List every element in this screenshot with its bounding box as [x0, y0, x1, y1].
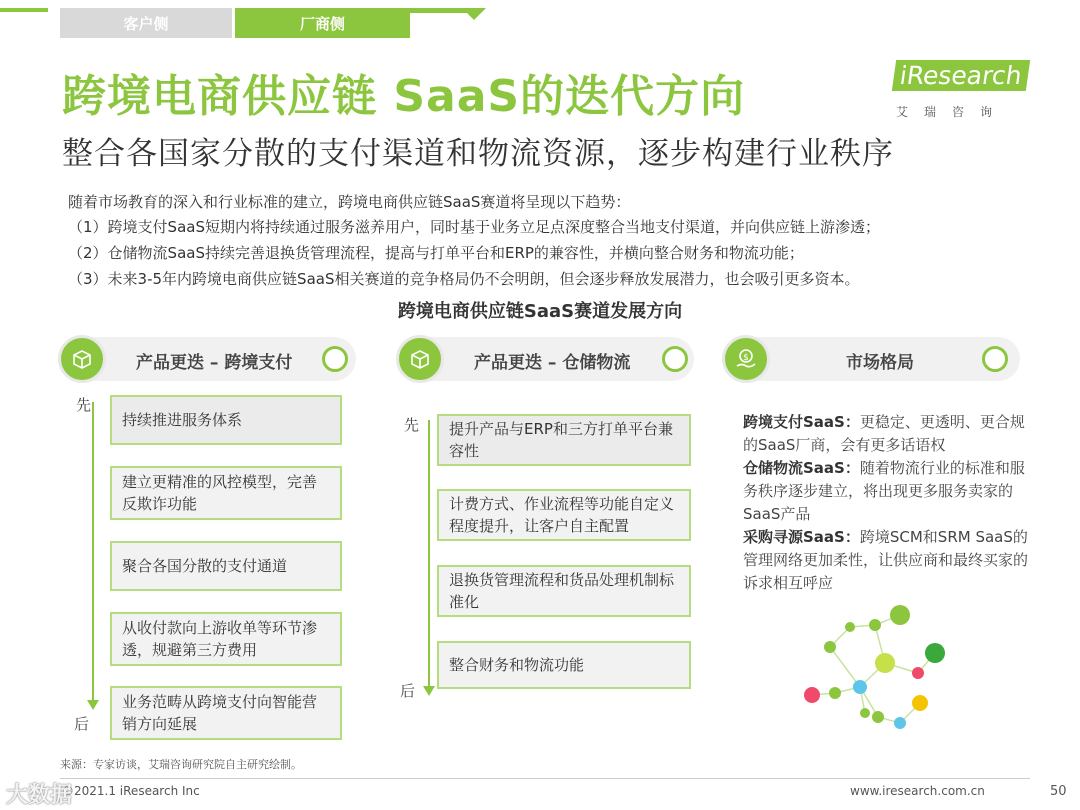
list-item: 计费方式、作业流程等功能自定义程度提升，让客户自主配置 [437, 489, 691, 541]
flow-line [428, 420, 430, 688]
order-last-label: 后 [74, 715, 90, 733]
market-paragraph [743, 457, 1028, 526]
column-header-payment [60, 337, 356, 381]
ring-icon [322, 346, 348, 372]
tab-client-side[interactable]: 客户侧 [60, 8, 232, 38]
watermark: 大数据 [6, 783, 73, 808]
column-label: 产品更迭 – 仓储物流 [474, 353, 631, 373]
market-text: 更稳定、更透明、更合规的SaaS厂商，会有更多话语权 [743, 413, 1025, 454]
order-first-label: 先 [404, 416, 420, 434]
footer-url[interactable]: www.iresearch.com.cn [850, 784, 985, 798]
column-label: 市场格局 [846, 353, 914, 373]
intro-line: （2）仓储物流SaaS持续完善退换货管理流程，提高与打单平台和ERP的兼容性，并横向整合财务和物流功能； [68, 244, 804, 262]
footer-copyright: ©2021.1 iResearch Inc [62, 784, 200, 798]
network-illustration [790, 595, 960, 740]
intro-line: 随着市场教育的深入和行业标准的建立，跨境电商供应链SaaS赛道将呈现以下趋势： [68, 193, 631, 211]
ring-icon [662, 346, 688, 372]
column-header-market [724, 337, 1020, 381]
market-description [743, 411, 1028, 595]
list-item: 从收付款向上游收单等环节渗透，规避第三方费用 [110, 612, 342, 666]
chart-title: 跨境电商供应链SaaS赛道发展方向 [397, 301, 683, 322]
order-last-label: 后 [400, 682, 416, 700]
tab-vendor-side[interactable]: 厂商侧 [235, 8, 410, 38]
iresearch-logo [894, 60, 1024, 98]
logo-text: iResearch [892, 60, 1030, 91]
list-item: 持续推进服务体系 [110, 395, 342, 445]
flow-line [92, 402, 94, 702]
market-paragraph [743, 411, 1028, 457]
package-icon [58, 335, 106, 383]
page-title: 跨境电商供应链 SaaS的迭代方向 [62, 71, 746, 122]
tab-pointer [462, 8, 486, 20]
flow-arrow-down [423, 686, 435, 696]
source-note: 来源：专家访谈，艾瑞咨询研究院自主研究绘制。 [60, 758, 302, 771]
market-key: 跨境支付SaaS： [743, 413, 860, 431]
market-text: 跨境SCM和SRM SaaS的管理网络更加柔性，让供应商和最终买家的诉求相互呼应 [743, 528, 1029, 592]
logo-subtext: 艾瑞咨询 [896, 105, 1009, 119]
footer-divider [60, 778, 1030, 779]
list-item: 建立更精准的风控模型，完善反欺诈功能 [110, 466, 342, 520]
column-header-logistics [398, 337, 694, 381]
list-item: 整合财务和物流功能 [437, 641, 691, 689]
list-item: 提升产品与ERP和三方打单平台兼容性 [437, 414, 691, 466]
flow-arrow-down [87, 700, 99, 710]
market-text: 随着物流行业的标准和服务秩序逐步建立，将出现更多服务卖家的SaaS产品 [743, 459, 1025, 523]
page-subtitle: 整合各国家分散的支付渠道和物流资源，逐步构建行业秩序 [62, 136, 894, 172]
ring-icon [982, 346, 1008, 372]
money-hand-icon [722, 335, 770, 383]
package-icon [396, 335, 444, 383]
intro-line: （3）未来3-5年内跨境电商供应链SaaS相关赛道的竞争格局仍不会明朗，但会逐步释放发展潜力，也会吸引更多资本。 [68, 270, 860, 288]
list-item: 聚合各国分散的支付通道 [110, 541, 342, 591]
market-key: 采购寻源SaaS： [743, 528, 860, 546]
svg-text:$: $ [743, 353, 749, 363]
intro-line: （1）跨境支付SaaS短期内将持续通过服务滋养用户，同时基于业务立足点深度整合当地支付渠道，并向供应链上游渗透； [68, 218, 880, 236]
tab-accent-line [410, 8, 470, 13]
order-first-label: 先 [76, 396, 92, 414]
market-key: 仓储物流SaaS： [743, 459, 860, 477]
top-accent-line [0, 8, 48, 12]
market-paragraph [743, 526, 1028, 595]
column-label: 产品更迭 – 跨境支付 [136, 353, 293, 373]
list-item: 退换货管理流程和货品处理机制标准化 [437, 565, 691, 617]
page-number: 50 [1050, 784, 1067, 799]
list-item: 业务范畴从跨境支付向智能营销方向延展 [110, 686, 342, 740]
